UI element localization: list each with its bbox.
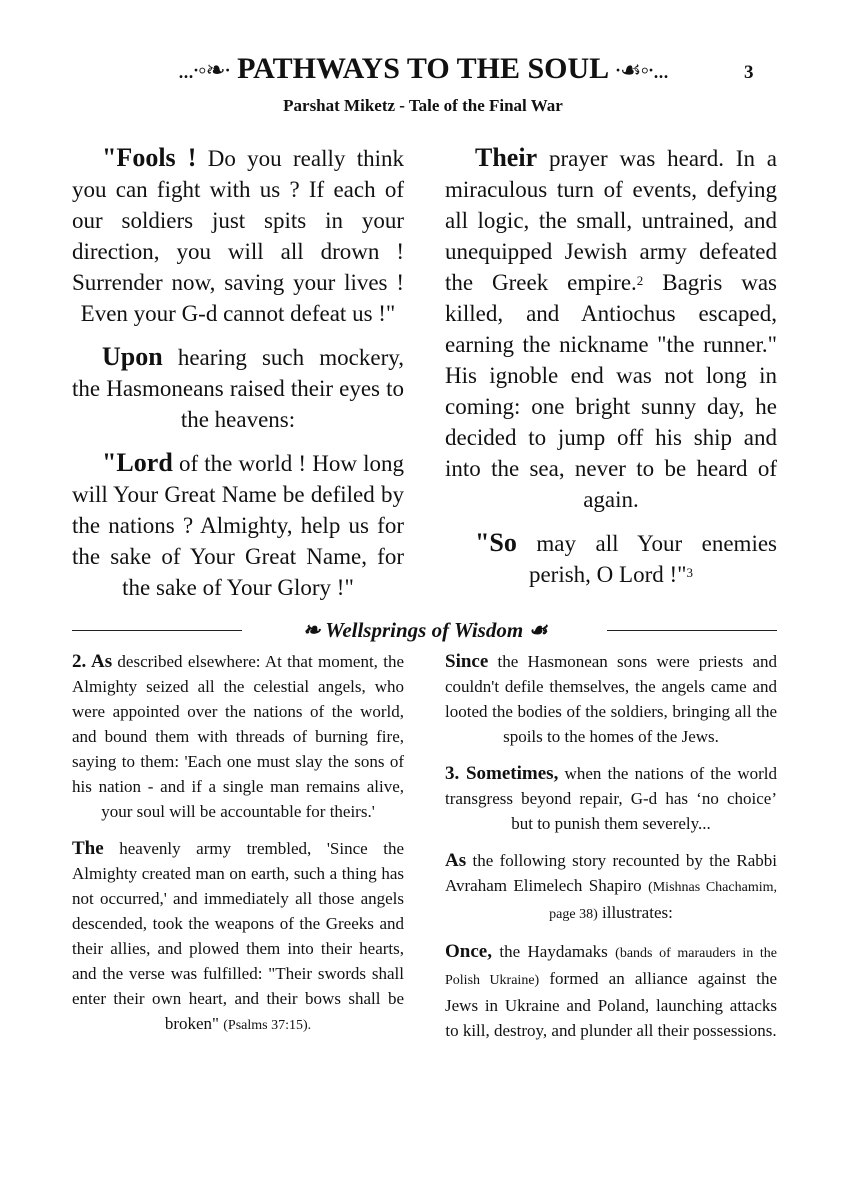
article-subtitle: Parshat Miketz - Tale of the Final War xyxy=(283,96,563,115)
paragraph xyxy=(72,142,404,329)
upper-right-column xyxy=(445,142,777,602)
divider-rule-right xyxy=(607,630,777,631)
lead-word: Since xyxy=(445,651,489,672)
paragraph-text: may all Your enemies perish, O Lord !" xyxy=(516,531,777,587)
lead-word: 2. As xyxy=(72,651,113,672)
lead-word: 3. Sometimes, xyxy=(445,763,559,784)
citation: (Psalms 37:15). xyxy=(223,1018,312,1033)
paragraph-text: when the nations of the world transgress beyond repair, G-d has ‘no choice’ but to punish them severely... xyxy=(445,764,777,833)
lead-word: As xyxy=(445,850,467,871)
lower-left-column xyxy=(72,649,404,1050)
citation: (Mishnas Chachamim, page 38) xyxy=(549,880,777,922)
page-header xyxy=(0,52,846,88)
paragraph xyxy=(72,341,404,435)
paragraph-text: heavenly army trembled, 'Since the Almighty created man on earth, such a thing has not occurred,' and immediately all those angels descended, took the weapons of the Greeks and their allies, and plowed them into their hearts, and the verse was fulfilled: "Their swords shall enter their own heart, and their bows shall be broken" xyxy=(72,839,404,1033)
ornament-right: ∙☙◦∙... xyxy=(615,58,669,84)
footnote-paragraph xyxy=(445,939,777,1043)
paragraph-text: illustrates: xyxy=(597,903,673,922)
footnote-ref: 2 xyxy=(636,273,644,288)
paragraph-text: hearing such mockery, the Hasmoneans raised their eyes to the heavens: xyxy=(72,345,404,432)
footnote-paragraph xyxy=(445,649,777,749)
paragraph-text: Do you really think you can fight with us ? If each of our soldiers just spits in your direction, you will all drown ! Surrender now, saving your lives ! Even your G-d cannot defeat us !" xyxy=(72,146,404,326)
paragraph-text: of the world ! How long will Your Great Name be defiled by the nations ? Almighty, help us for the sake of Your Great Name, for the sake of Your Glory !" xyxy=(72,451,404,600)
publication-title-bar xyxy=(133,52,713,88)
footnote-paragraph xyxy=(72,836,404,1038)
lead-word: "Lord xyxy=(102,448,173,477)
paragraph-text: Bagris was killed, and Antiochus escaped, earning the nickname "the runner." His ignoble end was not long in coming: one bright sunny day, he decided to jump off his ship and into the sea, never to be heard of again. xyxy=(445,270,777,512)
parenthetical-note: (bands of marauders in the Polish Ukraine) xyxy=(445,946,777,988)
paragraph-text: described elsewhere: At that moment, the Almighty seized all the celestial angels, who were appointed over the nations of the world, and bound them with threads of burning fire, saying to them: 'Each one must slay the sons of his nation - and if a single man remains alive, your soul will be accountable for theirs.' xyxy=(72,652,404,821)
lead-word: Their xyxy=(475,143,538,172)
paragraph-text: the Haydamaks xyxy=(491,942,616,961)
lower-right-column xyxy=(445,649,777,1055)
footnote-ref: 3 xyxy=(686,565,694,580)
divider-rule-left xyxy=(72,630,242,631)
lead-word: "Fools ! xyxy=(102,143,197,172)
section-divider xyxy=(72,618,777,642)
ornament-left: ...∙◦❧∙ xyxy=(177,58,230,84)
paragraph xyxy=(72,447,404,603)
lead-word: Upon xyxy=(102,342,163,371)
lead-word: "So xyxy=(475,528,517,557)
paragraph-text: formed an alliance against the Jews in Ukraine and Poland, launching attacks to kill, destroy, and plunder all their possessions. xyxy=(445,969,777,1040)
divider-label xyxy=(240,618,610,642)
paragraph xyxy=(445,527,777,590)
footnote-paragraph xyxy=(72,649,404,824)
upper-left-column xyxy=(72,142,404,615)
footnote-paragraph xyxy=(445,761,777,836)
paragraph-text: the following story recounted by the Rabbi Avraham Elimelech Shapiro xyxy=(445,851,777,895)
page-number: 3 xyxy=(744,62,754,83)
lead-word: Once, xyxy=(445,941,492,962)
paragraph-text: the Hasmonean sons were priests and couldn't defile themselves, the angels came and looted the bodies of the soldiers, bringing all the spoils to the homes of the Jews. xyxy=(445,652,777,746)
publication-title: PATHWAYS TO THE SOUL xyxy=(237,52,608,85)
paragraph-text: prayer was heard. In a miraculous turn of events, defying all logic, the small, untrained, and unequipped Jewish army defeated the Greek empire. xyxy=(445,146,777,295)
divider-ornament-icon: ❧ xyxy=(302,618,321,642)
lead-word: The xyxy=(72,838,104,859)
footnote-paragraph xyxy=(445,848,777,927)
paragraph xyxy=(445,142,777,515)
divider-title: Wellsprings of Wisdom xyxy=(325,618,524,642)
divider-ornament-icon: ☙ xyxy=(528,618,548,642)
